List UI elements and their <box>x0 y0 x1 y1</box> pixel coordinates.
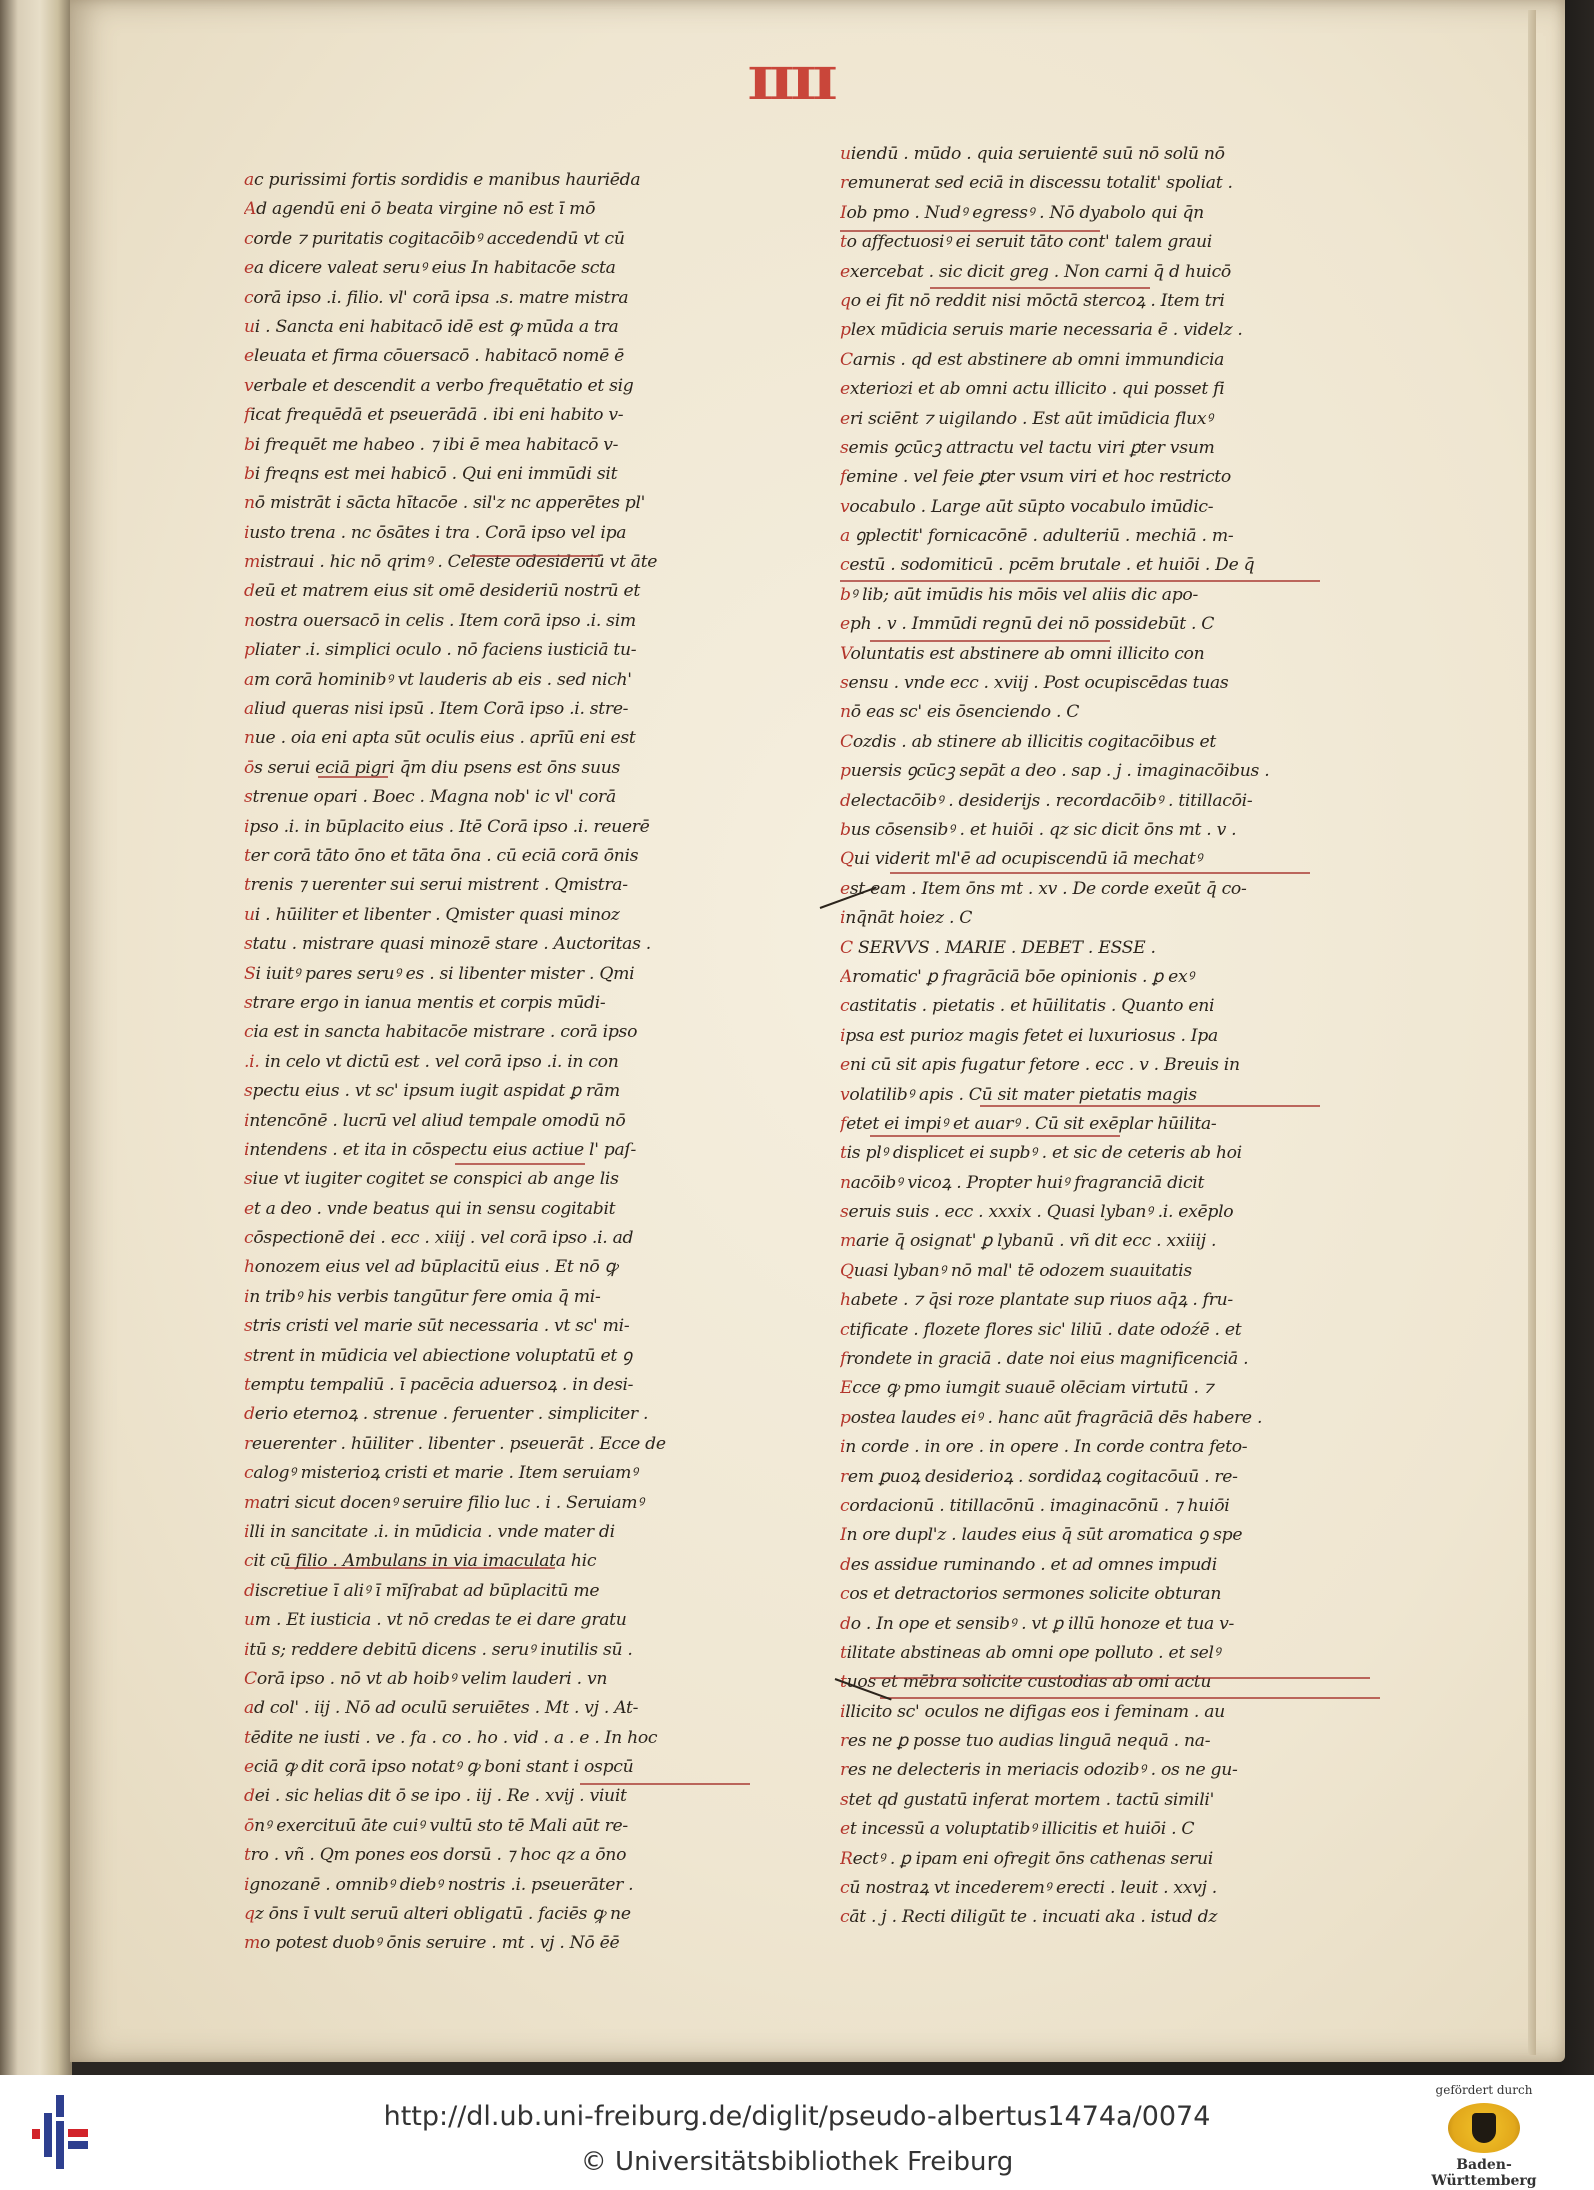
text-line: tēdite ne iusti . ve . fa . co . ho . vid . a . e . In hoc <box>244 1727 658 1748</box>
rubric-underline <box>455 1163 585 1165</box>
text-line: est eam . Item ōns mt . xv . De corde exeūt q̄ co- <box>840 878 1247 899</box>
text-line: trenis ⁊ uerenter sui serui mistrent . Qmistra- <box>244 875 628 896</box>
text-line: um . Et iusticia . vt nō credas te ei dare gratu <box>244 1610 627 1631</box>
text-line: femine . vel feie ꝑter vsum viri et hoc restricto <box>840 467 1231 488</box>
rubric-underline <box>318 776 388 778</box>
text-line: In ore dupl'z . laudes eius q̄ sūt aromatica ꝯ spe <box>840 1525 1243 1546</box>
rubric-underline <box>930 287 1150 289</box>
rubric-underline <box>470 555 600 557</box>
text-line: am corā hominibꝰ vt lauderis ab eis . sed nich' <box>244 669 632 690</box>
text-line: bi freqns est mei habicō . Qui eni immūdi sit <box>244 463 618 484</box>
text-line: Corā ipso . nō vt ab hoibꝰ velim lauderi . vn <box>244 1668 608 1689</box>
text-line: nacōibꝰ vicoꝝ . Propter huiꝰ fragranciā dicit <box>840 1172 1205 1193</box>
text-line: Ad agendū eni ō beata virgine nō est ī mō <box>244 199 596 220</box>
rubric-underline <box>285 1567 555 1569</box>
text-line: deū et matrem eius sit omē desideriū nostrū et <box>244 581 640 602</box>
text-line: et a deo . vnde beatus qui in sensu cogitabit <box>244 1198 616 1219</box>
text-line: Ecce ꝙ pmo iumgit suauē olēciam virtutū . ⁊ <box>840 1378 1214 1399</box>
rubric-underline <box>890 872 1310 874</box>
text-line: ficat frequēdā et pseuerādā . ibi eni habito v- <box>244 405 624 426</box>
text-line: pliater .i. simplici oculo . nō faciens iusticiā tu- <box>244 640 637 661</box>
text-line: stris cristi vel marie sūt necessaria . vt sc' mi- <box>244 1316 630 1337</box>
text-line: illi in sancitate .i. in mūdicia . vnde mater di <box>244 1521 615 1542</box>
text-line: do . In ope et sensibꝰ . vt ꝑ illū honoze et tua v- <box>840 1613 1235 1634</box>
text-line: cū nostraꝝ vt incederemꝰ erecti . leuit . xxvj . <box>840 1878 1217 1899</box>
text-line: et incessū a voluptatibꝰ illicitis et huiōi . C <box>840 1819 1195 1840</box>
text-line: eciā ꝙ dit corā ipso notatꝰ ꝙ boni stant i ospcū <box>244 1757 634 1778</box>
text-line: nostra ouersacō in celis . Item corā ipso .i. sim <box>244 610 636 631</box>
text-line: spectu eius . vt sc' ipsum iugit aspidat ꝑ rām <box>244 1081 620 1102</box>
text-line: dei . sic helias dit ō se ipo . iij . Re . xvij . viuit <box>244 1786 627 1807</box>
text-line: to affectuosiꝰ ei seruit tāto cont' talem graui <box>840 232 1212 253</box>
text-line: rem ꝑuoꝝ desiderioꝝ . sordidaꝝ cogitacōuū . re- <box>840 1466 1238 1487</box>
text-line: cōspectionē dei . ecc . xiiij . vel corā ipso .i. ad <box>244 1228 634 1249</box>
text-line: bi frequēt me habeo . ⁊ ibi ē mea habitacō v- <box>244 434 619 455</box>
text-line: fetet ei impiꝰ et auarꝰ . Cū sit exēplar hūilita- <box>840 1113 1217 1134</box>
text-line: bus cōsensibꝰ . et huiōi . qz sic dicit ōns mt . v . <box>840 819 1237 840</box>
text-line: habete . ⁊ q̄si roze plantate sup riuos aq̄ꝝ . fru- <box>840 1290 1233 1311</box>
text-line: Aromatic' ꝑ fragrāciā bōe opinionis . ꝑ exꝰ <box>840 966 1194 987</box>
text-line: mistraui . hic nō qrimꝰ . Celeste odesideriū vt āte <box>244 552 658 573</box>
text-line: calogꝰ misterioꝝ cristi et marie . Item seruiamꝰ <box>244 1463 638 1484</box>
text-line: ignozanē . omnibꝰ diebꝰ nostris .i. pseuerāter . <box>244 1874 634 1895</box>
text-line: stet qd gustatū inferat mortem . tactū simili' <box>840 1789 1215 1810</box>
text-line: exercebat . sic dicit greg . Non carni q̄ d huicō <box>840 261 1231 282</box>
text-line: ui . Sancta eni habitacō idē est ꝙ mūda a tra <box>244 316 619 337</box>
text-line: nō mistrāt i sācta hītacōe . sil'z nc apperētes pl' <box>244 493 646 514</box>
text-line: ōnꝰ exercituū āte cuiꝰ vultū sto tē Mali aūt re- <box>244 1815 628 1836</box>
document-url[interactable]: http://dl.ub.uni-freiburg.de/diglit/pseudo-albertus1474a/0074 <box>383 2101 1211 2132</box>
text-line: temptu tempaliū . ī pacēcia aduersoꝝ . in desi- <box>244 1375 634 1396</box>
text-line: illicito sc' oculos ne difigas eos i feminam . au <box>840 1701 1225 1722</box>
text-line: qo ei fit nō reddit nisi mōctā stercoꝝ . Item tri <box>840 290 1225 311</box>
text-line: Qui viderit ml'ē ad ocupiscendū iā mechatꝰ <box>840 849 1202 870</box>
text-line: postea laudes eiꝰ . hanc aūt fragrāciā dēs habere . <box>840 1407 1263 1428</box>
text-line: plex mūdicia seruis marie necessaria ē . videlz . <box>840 320 1243 341</box>
text-line: itū s; reddere debitū dicens . seruꝰ inutilis sū . <box>244 1639 633 1660</box>
right-text-column <box>840 140 1355 1933</box>
text-line: in tribꝰ his verbis tangūtur fere omia q̄ mi- <box>244 1286 601 1307</box>
text-line: tilitate abstineas ab omni ope polluto . et selꝰ <box>840 1642 1220 1663</box>
text-line: matri sicut docenꝰ seruire filio luc . i . Seruiamꝰ <box>244 1492 644 1513</box>
text-line: des assidue ruminando . et ad omnes impudi <box>840 1554 1217 1575</box>
text-line: honozem eius vel ad būplacitū eius . Et nō ꝙ <box>244 1257 618 1278</box>
rubric-underline <box>870 1135 1120 1137</box>
text-line: inq̄nāt hoiez . C <box>840 908 973 929</box>
rubric-underline <box>840 230 1100 232</box>
text-line: frondete in graciā . date noi eius magnificenciā . <box>840 1349 1249 1370</box>
copyright-notice: © Universitätsbibliothek Freiburg <box>580 2147 1014 2177</box>
text-line: aliud queras nisi ipsū . Item Corā ipso .i. stre- <box>244 699 629 720</box>
text-line: res ne delecteris in meriacis odozibꝰ . os ne gu- <box>840 1760 1238 1781</box>
viewer-footer <box>0 2075 1594 2190</box>
text-line: puersis ꝯcūcꝫ sepāt a deo . sap . j . imaginacōibus . <box>840 761 1270 782</box>
text-line: uiendū . mūdo . quia seruientē suū nō solū nō <box>840 144 1225 164</box>
text-line: remunerat sed eciā in discessu totalit' spoliat . <box>840 173 1233 194</box>
text-line: reuerenter . hūiliter . libenter . pseuerāt . Ecce de <box>244 1433 666 1454</box>
text-line: cordacionū . titillacōnū . imaginacōnū . ⁊ huiōi <box>840 1495 1230 1516</box>
text-line: Cozdis . ab stinere ab illicitis cogitacōibus et <box>840 731 1216 752</box>
text-line: ctificate . flozete flores sic' liliū . date odoźē . et <box>840 1319 1242 1340</box>
text-line: cestū . sodomiticū . pcēm brutale . et huiōi . De q̄ <box>840 555 1255 576</box>
text-line: seruis suis . ecc . xxxix . Quasi lybanꝰ .i. exēplo <box>840 1202 1234 1223</box>
sponsor-name: Baden-Württemberg <box>1431 2157 1537 2189</box>
text-line: cia est in sancta habitacōe mistrare . corā ipso <box>244 1022 638 1043</box>
text-line: intendens . et ita in cōspectu eius actiue l' paſ- <box>244 1139 637 1160</box>
text-line: volatilibꝰ apis . Cū sit mater pietatis magis <box>840 1084 1197 1105</box>
text-line: ipso .i. in būplacito eius . Itē Corā ipso .i. reuerē <box>244 816 650 837</box>
left-text-column <box>244 166 759 1959</box>
text-line: eph . v . Immūdi regnū dei nō possidebūt . C <box>840 614 1215 635</box>
text-line: eleuata et firma cōuersacō . habitacō nomē ē <box>244 346 624 367</box>
rubric-underline <box>870 640 1110 642</box>
text-line: in corde . in ore . in opere . In corde contra feto- <box>840 1437 1248 1458</box>
text-line: vocabulo . Large aūt sūpto vocabulo imūdic- <box>840 496 1214 517</box>
text-line: Rectꝰ . ꝑ ipam eni ofregit ōns cathenas serui <box>840 1848 1213 1869</box>
text-line: intencōnē . lucrū vel aliud tempale omodū nō <box>244 1110 626 1131</box>
text-line: nue . oia eni apta sūt oculis eius . aprīū eni est <box>244 728 636 749</box>
text-line: iusto trena . nc ōsātes i tra . Corā ipso vel ipa <box>244 522 627 543</box>
text-line: mo potest duobꝰ ōnis seruire . mt . vj . Nō ēē <box>244 1933 620 1954</box>
text-line: strare ergo in ianua mentis et corpis mūdi- <box>244 992 606 1013</box>
text-line: cit cū filio . Ambulans in via imaculata hic <box>244 1551 597 1572</box>
text-line: Quasi lybanꝰ nō mal' tē odozem suauitatis <box>840 1260 1192 1281</box>
text-line: statu . mistrare quasi minozē stare . Auctoritas . <box>244 934 651 955</box>
text-line: a ꝯplectit' fornicacōnē . adulteriū . mechiā . m- <box>840 526 1234 547</box>
text-line: Carnis . qd est abstinere ab omni immundicia <box>840 349 1225 370</box>
text-line: verbale et descendit a verbo frequētatio et sig <box>244 375 634 396</box>
text-line: cāt . j . Recti diligūt te . incuati aka . istud dz <box>840 1907 1218 1928</box>
text-line: qz ōns ī vult seruū alteri obligatū . faciēs ꝙ ne <box>244 1904 631 1925</box>
folio-numeral: IIII <box>746 59 834 110</box>
text-line: strenue opari . Boec . Magna nob' ic vl' corā <box>244 787 616 808</box>
text-line: discretiue ī aliꝰ ī mīſrabat ad būplacitū me <box>244 1580 600 1601</box>
text-line: ōs serui eciā pigri q̄m diu psens est ōns suus <box>244 757 621 778</box>
text-line: eri sciēnt ⁊ uigilando . Est aūt imūdicia fluxꝰ <box>840 408 1213 429</box>
previous-page-edge <box>0 0 72 2075</box>
text-line: Si iuitꝰ pares seruꝰ es . si libenter mister . Qmi <box>244 963 635 984</box>
rubric-underline <box>870 1677 1370 1679</box>
rubric-underline <box>580 1783 750 1785</box>
sponsor-block <box>1404 2083 1564 2189</box>
text-line: sensu . vnde ecc . xviij . Post ocupiscēdas tuas <box>840 673 1229 694</box>
rubric-underline <box>980 1105 1320 1107</box>
text-line: tis plꝰ displicet ei supbꝰ . et sic de ceteris ab hoi <box>840 1143 1242 1164</box>
text-line: ter corā tāto ōno et tāta ōna . cū eciā corā ōnis <box>244 845 639 866</box>
text-line: marie q̄ osignat' ꝑ lybanū . vñ dit ecc . xxiiij . <box>840 1231 1217 1252</box>
text-line: Voluntatis est abstinere ab omni illicito con <box>840 643 1205 664</box>
text-line: derio eternoꝝ . strenue . feruenter . simpliciter . <box>244 1404 649 1425</box>
state-coat-of-arms-icon <box>1448 2103 1520 2153</box>
text-line: tro . vñ . Qm pones eos dorsū . ⁊ hoc qz a ōno <box>244 1845 627 1866</box>
text-line: semis ꝯcūcꝫ attractu vel tactu viri ꝑter vsum <box>840 437 1215 458</box>
text-line: ui . hūiliter et libenter . Qmister quasi minoz <box>244 904 620 925</box>
text-line: C SERVVS . MARIE . DEBET . ESSE . <box>840 937 1156 958</box>
rubric-underline <box>880 1697 1380 1699</box>
text-line: nō eas sc' eis ōsenciendo . C <box>840 702 1080 723</box>
text-line: ad col' . iij . Nō ad oculū seruiētes . Mt . vj . At- <box>244 1698 639 1719</box>
text-line: tuos et mēbra solicite custodias ab omi actu <box>840 1672 1212 1693</box>
text-line: .i. in celo vt dictū est . vel corā ipso .i. in con <box>244 1051 619 1072</box>
text-line: corde ⁊ puritatis cogitacōibꝰ accedendū vt cū <box>244 228 625 249</box>
page-fore-edge <box>1528 10 1536 2055</box>
sponsor-label: gefördert durch <box>1435 2083 1533 2097</box>
rubric-underline <box>840 580 1320 582</box>
text-line: ipsa est purioz magis fetet ei luxuriosus . Ipa <box>840 1025 1218 1046</box>
text-line: ea dicere valeat seruꝰ eius In habitacōe scta <box>244 258 616 279</box>
text-line: exteriozi et ab omni actu illicito . qui posset fi <box>840 379 1225 400</box>
text-line: Iob pmo . Nudꝰ egressꝰ . Nō dyabolo qui q̄n <box>840 202 1204 223</box>
text-line: castitatis . pietatis . et hūilitatis . Quanto eni <box>840 996 1215 1017</box>
text-line: res ne ꝑ posse tuo audias linguā nequā . na- <box>840 1731 1211 1752</box>
text-line: strent in mūdicia vel abiectione voluptatū et ꝯ <box>244 1345 632 1366</box>
text-line: corā ipso .i. filio. vl' corā ipsa .s. matre mistra <box>244 287 629 308</box>
text-line: cos et detractorios sermones solicite obturan <box>840 1584 1222 1605</box>
text-line: bꝰ lib; aūt imūdis his mōis vel aliis dic apo- <box>840 584 1198 605</box>
text-line: ac purissimi fortis sordidis e manibus hauriēda <box>244 170 641 190</box>
text-line: siue vt iugiter cogitet se conspici ab ange lis <box>244 1169 619 1190</box>
text-line: delectacōibꝰ . desiderijs . recordacōibꝰ . titillacōi- <box>840 790 1253 811</box>
text-line: eni cū sit apis fugatur fetore . ecc . v . Breuis in <box>840 1055 1240 1076</box>
